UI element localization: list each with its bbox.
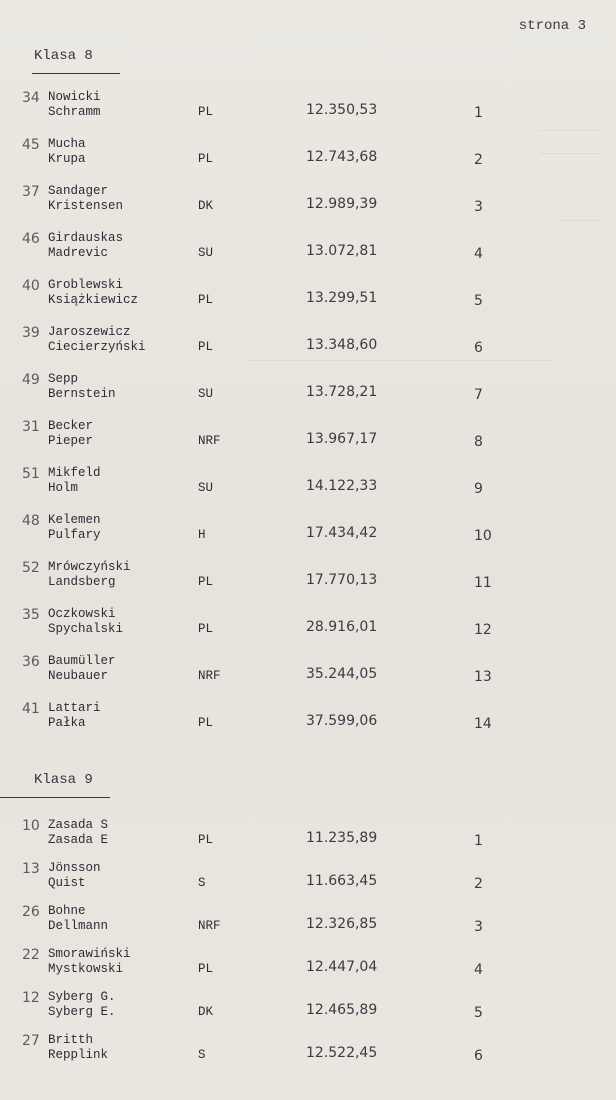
country-code: PL xyxy=(198,622,214,636)
country-code: PL xyxy=(198,340,214,354)
crew-names xyxy=(48,231,123,261)
crew-names xyxy=(48,1033,108,1063)
country-code: PL xyxy=(198,575,214,589)
place-value: 8 xyxy=(474,434,483,450)
table-row xyxy=(0,904,616,944)
place-value: 9 xyxy=(474,481,483,497)
codriver-name: Landsberg xyxy=(48,575,116,589)
country-code: H xyxy=(198,528,206,542)
codriver-name: Bernstein xyxy=(48,387,116,401)
codriver-name: Pieper xyxy=(48,434,94,448)
country-code: SU xyxy=(198,387,214,401)
entry-number: 37 xyxy=(22,184,40,200)
score-value: 37.599,06 xyxy=(306,713,378,729)
place-value: 14 xyxy=(474,716,492,732)
score-value: 12.326,85 xyxy=(306,916,378,932)
country-code: DK xyxy=(198,1005,214,1019)
country-code: PL xyxy=(198,152,214,166)
table-row xyxy=(0,419,616,459)
codriver-name: Pulfary xyxy=(48,528,101,542)
place-value: 13 xyxy=(474,669,492,685)
entry-number: 41 xyxy=(22,701,40,717)
country-code: NRF xyxy=(198,434,221,448)
score-value: 17.770,13 xyxy=(306,572,378,588)
entry-number: 31 xyxy=(22,419,40,435)
score-value: 13.299,51 xyxy=(306,290,378,306)
crew-names xyxy=(48,325,146,355)
table-row xyxy=(0,184,616,224)
country-code: PL xyxy=(198,962,214,976)
table-row xyxy=(0,701,616,741)
driver-name: Bohne xyxy=(48,904,86,918)
table-row xyxy=(0,861,616,901)
crew-names xyxy=(48,701,101,731)
score-value: 28.916,01 xyxy=(306,619,378,635)
entry-number: 13 xyxy=(22,861,40,877)
entry-number: 51 xyxy=(22,466,40,482)
entry-number: 26 xyxy=(22,904,40,920)
crew-names xyxy=(48,278,138,308)
crew-names xyxy=(48,990,116,1020)
table-row xyxy=(0,466,616,506)
entry-number: 27 xyxy=(22,1033,40,1049)
place-value: 1 xyxy=(474,105,483,121)
crew-names xyxy=(48,560,131,590)
crew-names xyxy=(48,137,86,167)
crew-names xyxy=(48,904,108,934)
crew-names xyxy=(48,947,131,977)
score-value: 12.522,45 xyxy=(306,1045,378,1061)
country-code: NRF xyxy=(198,669,221,683)
driver-name: Oczkowski xyxy=(48,607,116,621)
entry-number: 34 xyxy=(22,90,40,106)
codriver-name: Quist xyxy=(48,876,86,890)
driver-name: Jaroszewicz xyxy=(48,325,131,339)
codriver-name: Repplink xyxy=(48,1048,109,1062)
codriver-name: Książkiewicz xyxy=(48,293,139,307)
score-value: 17.434,42 xyxy=(306,525,378,541)
place-value: 11 xyxy=(474,575,492,591)
driver-name: Groblewski xyxy=(48,278,124,292)
crew-names xyxy=(48,466,101,496)
score-value: 11.235,89 xyxy=(306,830,378,846)
crew-names xyxy=(48,513,101,543)
place-value: 4 xyxy=(474,962,483,978)
driver-name: Mikfeld xyxy=(48,466,101,480)
driver-name: Jönsson xyxy=(48,861,101,875)
place-value: 2 xyxy=(474,876,483,892)
codriver-name: Madrevic xyxy=(48,246,109,260)
section-title-klasa-8: Klasa 8 xyxy=(34,48,93,64)
entry-number: 12 xyxy=(22,990,40,1006)
country-code: SU xyxy=(198,481,214,495)
table-row xyxy=(0,278,616,318)
table-row xyxy=(0,513,616,553)
score-value: 12.350,53 xyxy=(306,102,378,118)
codriver-name: Pałka xyxy=(48,716,86,730)
driver-name: Sandager xyxy=(48,184,109,198)
score-value: 13.728,21 xyxy=(306,384,378,400)
section-title-klasa-9: Klasa 9 xyxy=(34,772,93,788)
place-value: 10 xyxy=(474,528,492,544)
table-row xyxy=(0,818,616,858)
country-code: DK xyxy=(198,199,214,213)
driver-name: Becker xyxy=(48,419,94,433)
section-underline xyxy=(0,797,110,798)
place-value: 5 xyxy=(474,1005,483,1021)
codriver-name: Zasada E xyxy=(48,833,109,847)
score-value: 13.072,81 xyxy=(306,243,378,259)
entry-number: 52 xyxy=(22,560,40,576)
codriver-name: Dellmann xyxy=(48,919,109,933)
country-code: PL xyxy=(198,293,214,307)
driver-name: Zasada S xyxy=(48,818,109,832)
driver-name: Mrówczyński xyxy=(48,560,131,574)
driver-name: Britth xyxy=(48,1033,94,1047)
place-value: 3 xyxy=(474,919,483,935)
table-row xyxy=(0,137,616,177)
entry-number: 46 xyxy=(22,231,40,247)
score-value: 11.663,45 xyxy=(306,873,378,889)
place-value: 5 xyxy=(474,293,483,309)
place-value: 1 xyxy=(474,833,483,849)
place-value: 7 xyxy=(474,387,483,403)
table-row xyxy=(0,654,616,694)
codriver-name: Holm xyxy=(48,481,79,495)
driver-name: Mucha xyxy=(48,137,86,151)
table-row xyxy=(0,560,616,600)
score-value: 12.989,39 xyxy=(306,196,378,212)
crew-names xyxy=(48,90,101,120)
entry-number: 45 xyxy=(22,137,40,153)
crew-names xyxy=(48,607,123,637)
place-value: 6 xyxy=(474,1048,483,1064)
codriver-name: Syberg E. xyxy=(48,1005,116,1019)
entry-number: 35 xyxy=(22,607,40,623)
country-code: PL xyxy=(198,105,214,119)
entry-number: 48 xyxy=(22,513,40,529)
score-value: 12.447,04 xyxy=(306,959,378,975)
country-code: S xyxy=(198,876,206,890)
page-number-label: strona 3 xyxy=(518,18,586,34)
entry-number: 22 xyxy=(22,947,40,963)
place-value: 12 xyxy=(474,622,492,638)
table-row xyxy=(0,231,616,271)
place-value: 6 xyxy=(474,340,483,356)
crew-names xyxy=(48,818,108,848)
entry-number: 49 xyxy=(22,372,40,388)
country-code: NRF xyxy=(198,919,221,933)
crew-names xyxy=(48,372,116,402)
codriver-name: Kristensen xyxy=(48,199,124,213)
table-row xyxy=(0,1033,616,1073)
codriver-name: Mystkowski xyxy=(48,962,124,976)
crew-names xyxy=(48,419,93,449)
table-row xyxy=(0,607,616,647)
entry-number: 10 xyxy=(22,818,40,834)
place-value: 3 xyxy=(474,199,483,215)
score-value: 12.743,68 xyxy=(306,149,378,165)
driver-name: Syberg G. xyxy=(48,990,116,1004)
score-value: 13.967,17 xyxy=(306,431,378,447)
driver-name: Nowicki xyxy=(48,90,101,104)
score-value: 13.348,60 xyxy=(306,337,378,353)
driver-name: Baumüller xyxy=(48,654,116,668)
driver-name: Girdauskas xyxy=(48,231,124,245)
driver-name: Lattari xyxy=(48,701,101,715)
score-value: 14.122,33 xyxy=(306,478,378,494)
country-code: PL xyxy=(198,833,214,847)
codriver-name: Spychalski xyxy=(48,622,124,636)
country-code: S xyxy=(198,1048,206,1062)
section-underline xyxy=(32,73,120,74)
country-code: PL xyxy=(198,716,214,730)
country-code: SU xyxy=(198,246,214,260)
codriver-name: Ciecierzyński xyxy=(48,340,146,354)
place-value: 2 xyxy=(474,152,483,168)
codriver-name: Neubauer xyxy=(48,669,109,683)
score-value: 35.244,05 xyxy=(306,666,378,682)
place-value: 4 xyxy=(474,246,483,262)
codriver-name: Krupa xyxy=(48,152,86,166)
crew-names xyxy=(48,654,116,684)
table-row xyxy=(0,90,616,130)
table-row xyxy=(0,372,616,412)
table-row xyxy=(0,990,616,1030)
table-row xyxy=(0,947,616,987)
entry-number: 36 xyxy=(22,654,40,670)
driver-name: Smorawiński xyxy=(48,947,131,961)
driver-name: Kelemen xyxy=(48,513,101,527)
driver-name: Sepp xyxy=(48,372,79,386)
table-row xyxy=(0,325,616,365)
entry-number: 39 xyxy=(22,325,40,341)
entry-number: 40 xyxy=(22,278,40,294)
crew-names xyxy=(48,861,101,891)
codriver-name: Schramm xyxy=(48,105,101,119)
score-value: 12.465,89 xyxy=(306,1002,378,1018)
crew-names xyxy=(48,184,123,214)
